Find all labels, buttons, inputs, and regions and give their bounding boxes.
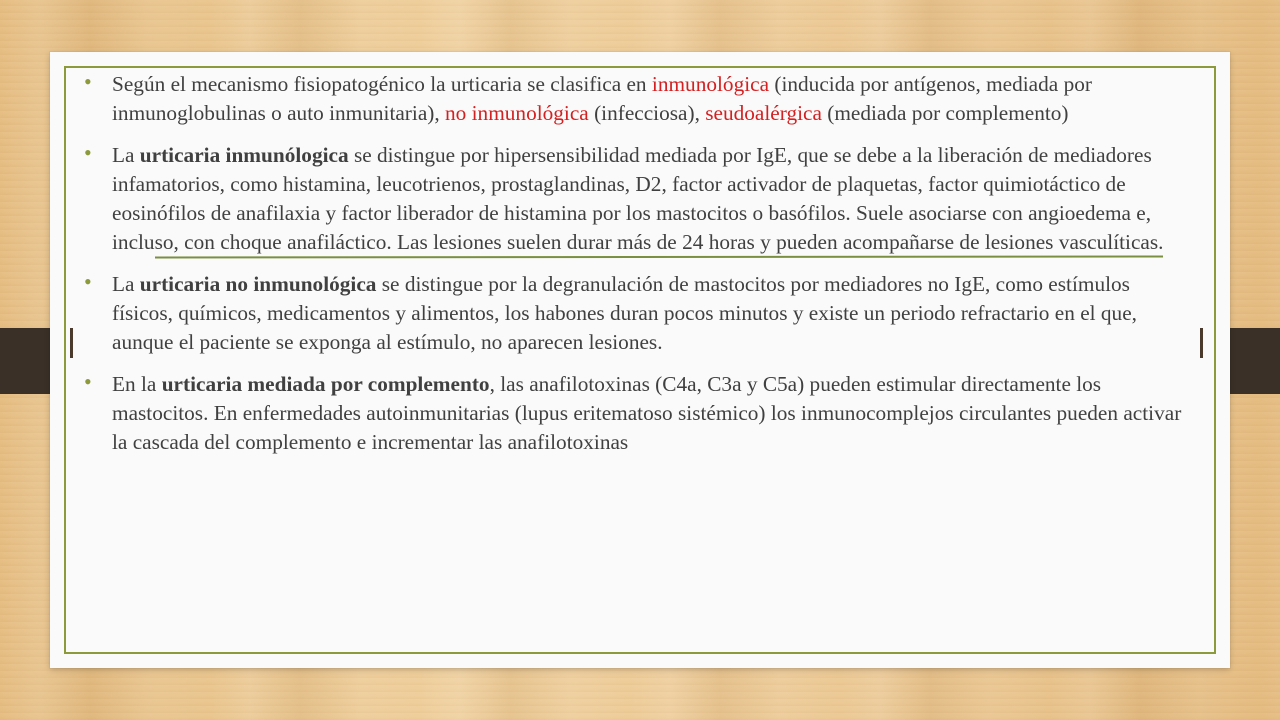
bullet-2-text-2: se distingue por hipersensibilidad mediada por IgE, que se debe a la liberación de mediadores infamatorios, como histamina, leucotrienos, prostaglandinas, D2, factor activador de plaquetas, factor quimiotáctico de eosinófilos de anafilaxia y factor liberador de histamina por los mastocitos o basófilos. Suele asociarse con angioedema e, incluso, con choque anafiláctico. Las lesiones suelen durar más de 24 horas y pueden acompañarse de lesiones vasculíticas. xyxy=(112,143,1164,254)
bullet-item-3 xyxy=(84,270,1184,357)
term-urticaria-complemento: urticaria mediada por complemento xyxy=(161,372,490,396)
term-urticaria-inmunologica: urticaria inmunólogica xyxy=(139,143,349,167)
bullet-3-text-1: La xyxy=(112,272,140,296)
bullet-1-text-2: (inducida por antígenos, mediada por inmunoglobulinas o auto inmunitaria), xyxy=(112,72,1092,125)
slide-content xyxy=(84,70,1184,654)
bullet-4-text-1: En la xyxy=(112,372,162,396)
bullet-dot-icon: • xyxy=(84,140,92,165)
bullet-1-text-3: (infecciosa), xyxy=(588,101,706,125)
frame-tick-right xyxy=(1200,328,1203,358)
frame-tick-left xyxy=(70,328,73,358)
term-urticaria-no-inmunologica: urticaria no inmunológica xyxy=(139,272,377,296)
bullet-item-4 xyxy=(84,370,1184,457)
bullet-dot-icon: • xyxy=(84,69,92,94)
term-no-inmunologica: no inmunológica xyxy=(445,101,589,125)
bullet-item-1 xyxy=(84,70,1184,128)
bullet-3-text-2: se distingue por la degranulación de mastocitos por mediadores no IgE, como estímulos físicos, químicos, medicamentos y alimentos, los habones duran pocos minutos y existe un periodo refractario en el que, aunque el paciente se exponga al estímulo, no aparecen lesiones. xyxy=(112,272,1137,354)
bullet-1-text-4: (mediada por complemento) xyxy=(821,101,1069,125)
bullet-1-text-1: Según el mecanismo fisiopatogénico la urticaria se clasifica en xyxy=(112,72,652,96)
bullet-2-text-1: La xyxy=(112,143,140,167)
bullet-4-text-2: , las anafilotoxinas (C4a, C3a y C5a) pueden estimular directamente los mastocitos. En enfermedades autoinmunitarias (lupus eritematoso sistémico) los inmunocomplejos circulantes pueden activar la cascada del complemento e incrementar las anafilotoxinas xyxy=(112,372,1182,454)
bullet-dot-icon: • xyxy=(84,269,92,294)
term-inmunologica: inmunológica xyxy=(651,72,770,96)
term-seudoalergica: seudoalérgica xyxy=(705,101,822,125)
bullet-item-2 xyxy=(84,141,1184,257)
bullet-dot-icon: • xyxy=(84,369,92,394)
